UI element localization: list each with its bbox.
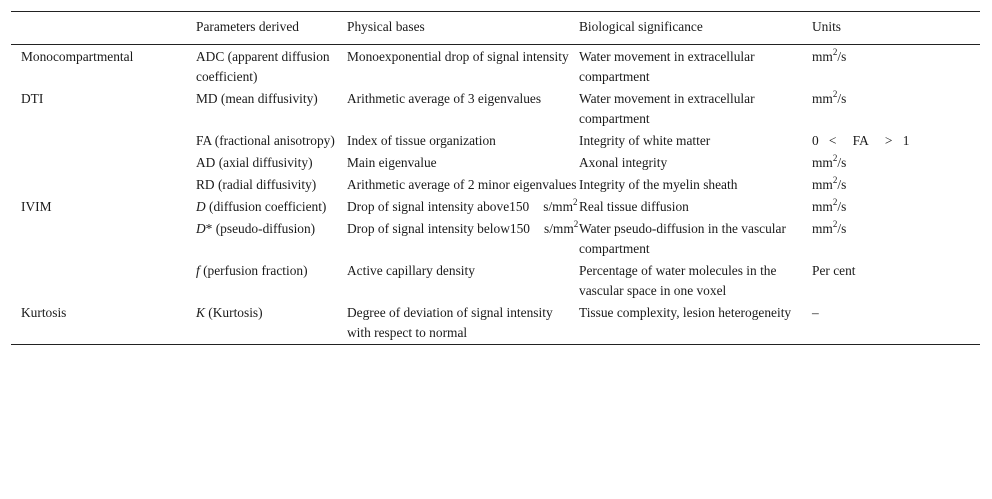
cell-model bbox=[11, 217, 196, 259]
table-row bbox=[11, 217, 980, 259]
cell-unit: $mm^2/s$ bbox=[812, 219, 847, 236]
table-row bbox=[11, 129, 980, 151]
diffusion-parameters-table bbox=[11, 11, 980, 345]
cell-unit: 0 < FA > 1 bbox=[812, 133, 910, 148]
table-row bbox=[11, 301, 980, 345]
cell-physical: Drop of signal intensity below150 $s/mm^2$ bbox=[347, 219, 579, 236]
cell-model: Monocompartmental bbox=[21, 49, 134, 64]
cell-biological: Real tissue diffusion bbox=[579, 199, 689, 214]
cell-model: Kurtosis bbox=[21, 305, 67, 320]
cell-physical: Active capillary density bbox=[347, 263, 475, 278]
header-model bbox=[11, 12, 196, 45]
table-row bbox=[11, 45, 980, 88]
cell-param: D* (pseudo-diffusion) bbox=[196, 221, 316, 236]
cell-biological: Integrity of white matter bbox=[579, 133, 711, 148]
cell-physical: Main eigenvalue bbox=[347, 155, 437, 170]
cell-param: AD (axial diffusivity) bbox=[196, 155, 313, 170]
cell-param: f (perfusion fraction) bbox=[196, 263, 308, 278]
cell-unit: $mm^2/s$ bbox=[812, 175, 847, 192]
cell-biological: Tissue complexity, lesion heterogeneity bbox=[579, 305, 792, 320]
cell-unit: $mm^2/s$ bbox=[812, 47, 847, 64]
table-row bbox=[11, 259, 980, 301]
cell-param: ADC (apparent diffusion coefficient) bbox=[196, 49, 330, 84]
cell-model bbox=[11, 259, 196, 301]
cell-physical: Arithmetic average of 3 eigenvalues bbox=[347, 91, 542, 106]
table-row bbox=[11, 195, 980, 217]
cell-biological: Percentage of water molecules in the vascular space in one voxel bbox=[579, 263, 777, 298]
cell-biological: Water pseudo-diffusion in the vascular compartment bbox=[579, 221, 786, 256]
cell-model bbox=[11, 129, 196, 151]
table-row bbox=[11, 87, 980, 129]
cell-physical: Arithmetic average of 2 minor eigenvalues bbox=[347, 177, 577, 192]
header-physical: Physical bases bbox=[347, 19, 425, 34]
cell-biological: Water movement in extracellular compartment bbox=[579, 91, 755, 126]
table-row bbox=[11, 173, 980, 195]
cell-physical: Index of tissue organization bbox=[347, 133, 496, 148]
cell-unit: – bbox=[812, 305, 819, 320]
cell-physical: Degree of deviation of signal intensity with respect to normal bbox=[347, 305, 553, 340]
cell-unit: $mm^2/s$ bbox=[812, 89, 847, 106]
cell-model bbox=[11, 173, 196, 195]
cell-param: D (diffusion coefficient) bbox=[196, 199, 327, 214]
cell-model bbox=[11, 151, 196, 173]
cell-unit: $mm^2/s$ bbox=[812, 197, 847, 214]
cell-biological: Axonal integrity bbox=[579, 155, 668, 170]
cell-param: RD (radial diffusivity) bbox=[196, 177, 317, 192]
cell-model: IVIM bbox=[21, 199, 52, 214]
table-container bbox=[11, 11, 980, 345]
header-units: Units bbox=[812, 19, 842, 34]
header-biological: Biological significance bbox=[579, 19, 703, 34]
table-row bbox=[11, 151, 980, 173]
cell-biological: Water movement in extracellular compartment bbox=[579, 49, 755, 84]
cell-param: K (Kurtosis) bbox=[196, 305, 263, 320]
cell-param: FA (fractional anisotropy) bbox=[196, 133, 335, 148]
header-parameters: Parameters derived bbox=[196, 19, 299, 34]
cell-model: DTI bbox=[21, 91, 44, 106]
cell-biological: Integrity of the myelin sheath bbox=[579, 177, 738, 192]
cell-physical: Monoexponential drop of signal intensity bbox=[347, 49, 569, 64]
cell-unit: $mm^2/s$ bbox=[812, 153, 847, 170]
cell-param: MD (mean diffusivity) bbox=[196, 91, 318, 106]
table-header-row bbox=[11, 12, 980, 45]
cell-physical: Drop of signal intensity above150 $s/mm^2$ bbox=[347, 197, 578, 214]
cell-unit: Per cent bbox=[812, 263, 856, 278]
